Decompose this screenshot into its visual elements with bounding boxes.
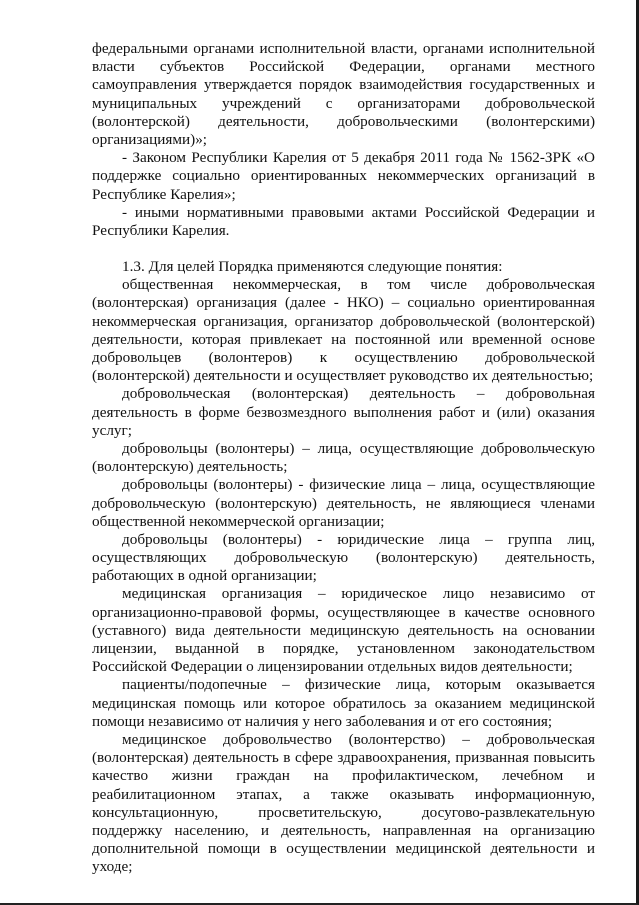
text-line: организациями)»; [92,130,208,148]
text-line: (уставного) вида деятельности медицинскую деятельность на основании [92,621,595,639]
definition-line: медицинское добровольчество (волонтерство) – добровольческая [122,730,595,748]
definition-line: медицинская организация – юридическое лицо независимо от [122,585,595,603]
text-line: консультационную, просветительскую, досугово-развлекательную [92,803,595,821]
definition-line: добровольцы (волонтеры) - юридические лица – группа лиц, [122,530,595,548]
text-line: Российской Федерации о лицензировании отдельных видов деятельности; [92,658,573,676]
text-line: (волонтерская) деятельность в сфере здравоохранения, призванная повысить [92,749,595,767]
text-line: услуг; [92,421,132,439]
text-line: Республике Карелия»; [92,185,236,203]
text-line: федеральными органами исполнительной власти, органами исполнительной [92,40,595,57]
text-line: дополнительной помощи в осуществлении медицинской деятельности и [92,840,595,858]
text-line: помощи независимо от наличия у него заболевания и от его состояния; [92,712,553,730]
text-line: поддержке социально ориентированных некоммерческих организаций в [92,167,595,185]
paragraph-gap [92,240,595,258]
definition-line: пациенты/подопечные – физические лица, которым оказывается [122,676,595,694]
text-line: общественной некоммерческой организации; [92,512,385,530]
definition-line: добровольцы (волонтеры) – лица, осуществляющие добровольческую [122,439,595,457]
text-line: деятельность в форме безвозмездного выполнения работ и (или) оказания [92,403,595,421]
text-line: поддержку населению, и деятельность, направленная на организацию [92,821,595,839]
text-line: лицензии, выданной в порядке, установленном законодательством [92,640,595,657]
text-line: (волонтерской) деятельности и осуществляет руководство их деятельностью; [92,367,594,385]
text-line: добровольцев (волонтеров) к осуществлению добровольческой [92,349,595,366]
definition-line: общественная некоммерческая, в том числе добровольческая [122,276,595,294]
text-line: организационно-правовой формы, осуществляющее в качестве основного [92,603,595,621]
text-line: реабилитационном этапах, а также оказывать информационную, [92,785,595,803]
text-line: (волонтерской) деятельности, добровольческими (волонтерскими) [92,112,595,130]
text-line: добровольческую (волонтерскую) деятельность, не являющиеся членами [92,494,595,512]
text-line: муниципальных учреждений с организаторами добровольческой [92,94,595,112]
definition-line: добровольцы (волонтеры) - физические лица – лица, осуществляющие [122,476,595,494]
text-line: медицинская помощь или которое обратилось за оказанием медицинской [92,694,595,712]
text-line: деятельности, которая привлекает на постоянной или временной основе [92,330,595,348]
text-line: (волонтерскую) деятельность; [92,458,288,476]
text-line: власти субъектов Российской Федерации, органами местного [92,58,595,76]
list-item: - Законом Республики Карелия от 5 декабря 2011 года № 1562-ЗРК «О [122,149,595,167]
text-line: качество жизни граждан на профилактическом, лечебном и [92,767,595,785]
text-line: некоммерческая организация, организатор добровольческой (волонтерской) [92,312,595,330]
section-heading: 1.3. Для целей Порядка применяются следующие понятия: [122,258,503,276]
document-page [92,40,595,876]
text-line: осуществляющих добровольческую (волонтерскую) деятельность, [92,549,595,567]
text-line: уходе; [92,858,133,876]
text-line: самоуправления утверждается порядок взаимодействия государственных и [92,76,595,94]
text-line: работающих в одной организации; [92,567,317,585]
list-item: - иными нормативными правовыми актами Российской Федерации и [122,203,595,221]
text-line: Республики Карелия. [92,221,230,239]
text-line: (волонтерская) организация (далее - НКО) – социально ориентированная [92,294,595,312]
definition-line: добровольческая (волонтерская) деятельность – добровольная [122,385,595,403]
